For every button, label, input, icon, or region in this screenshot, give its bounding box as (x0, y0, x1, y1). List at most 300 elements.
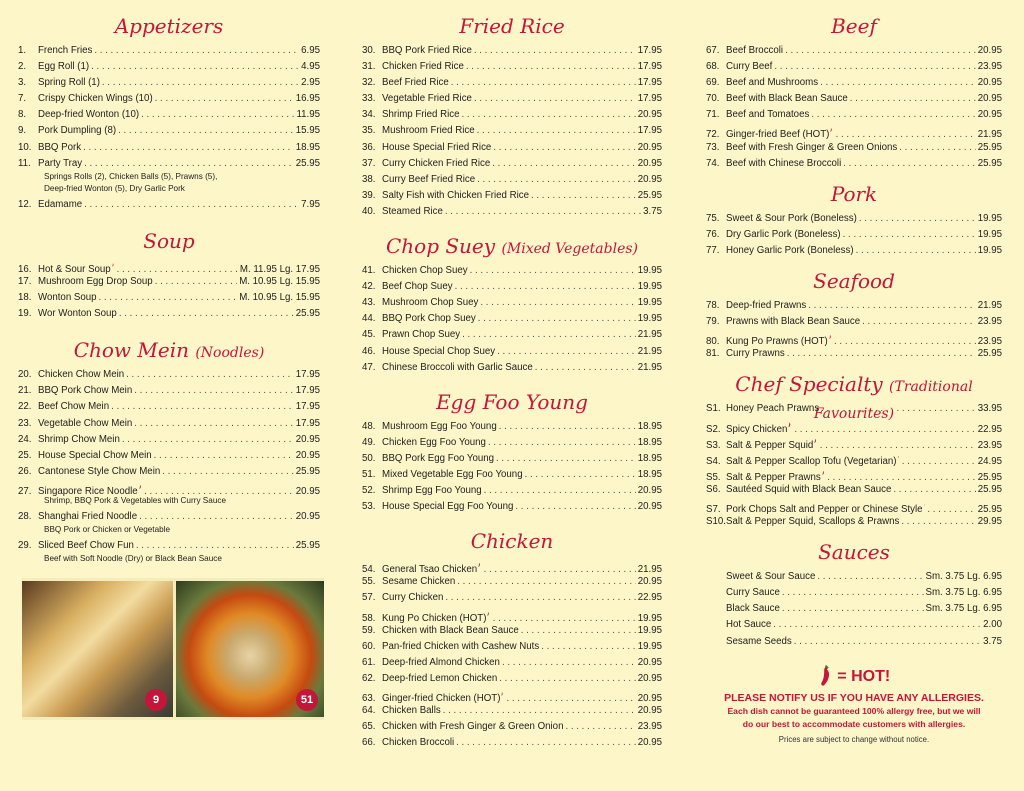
menu-item (18, 432, 320, 448)
dumpling-photo (22, 581, 173, 717)
dot-leader (899, 140, 976, 156)
menu-item (706, 91, 1002, 107)
item-name: House Special Chop Suey (382, 345, 496, 357)
menu-item (706, 211, 1002, 227)
menu-item (18, 448, 320, 464)
item-name: House Special Fried Rice (382, 141, 492, 153)
item-name: Shrimp Chow Mein (38, 433, 120, 445)
menu-item (18, 480, 320, 496)
item-number: 55. (362, 576, 376, 588)
item-name: Prawn Chop Suey (382, 329, 461, 341)
item-number: 17. (18, 275, 32, 287)
item-price: Sm. 3.75 Lg. 6.95 (925, 587, 1002, 599)
menu-item (706, 514, 1002, 530)
item-number: 58. (362, 612, 376, 624)
item-number: 80. (706, 336, 720, 348)
item-name: Pork Chops Salt and Pepper or Chinese Style (726, 503, 923, 515)
item-price: 3.75 (983, 635, 1002, 647)
item-price: 19.95 (977, 244, 1002, 256)
item-number: S2. (706, 423, 721, 435)
item-price: 20.95 (637, 672, 662, 684)
menu-item (18, 367, 320, 383)
menu-item (362, 607, 662, 623)
item-name: Wor Wonton Soup (38, 308, 117, 320)
item-name: Deep-fried Prawns (726, 300, 807, 312)
item-name: Chicken Fried Rice (382, 61, 464, 73)
item-price: 21.95 (977, 300, 1002, 312)
section-title: Soup (143, 228, 195, 253)
dot-leader (820, 75, 976, 91)
item-price: 17.95 (637, 125, 662, 137)
dot-leader (525, 467, 636, 483)
menu-item (18, 383, 320, 399)
chili-pepper-icon (478, 558, 480, 572)
menu-item (362, 467, 662, 483)
dot-leader (787, 346, 976, 362)
item-number: 78. (706, 300, 720, 312)
item-name: Curry Sauce (726, 587, 780, 599)
menu-item (18, 123, 320, 139)
dot-leader (102, 75, 299, 91)
item-name: Ginger-fried Chicken (HOT) (382, 693, 501, 704)
item-number: 20. (18, 369, 32, 381)
dot-leader (134, 416, 294, 432)
dot-leader (470, 263, 636, 279)
item-name: Salt & Pepper Squid (726, 439, 814, 451)
item-price: 19.95 (637, 640, 662, 652)
dot-leader (118, 123, 294, 139)
item-price: M. 10.95 Lg. 15.95 (239, 275, 320, 287)
dot-leader (531, 188, 636, 204)
section-fried-rice (362, 14, 662, 220)
menu-item (362, 558, 662, 574)
item-number: 33. (362, 93, 376, 105)
item-number: 46. (362, 345, 376, 357)
menu-item (362, 204, 662, 220)
menu-item (362, 655, 662, 671)
item-number: 1. (18, 45, 27, 56)
item-number: 74. (706, 157, 720, 169)
item-number: 29. (18, 540, 32, 552)
item-price: M. 11.95 Lg. 17.95 (239, 263, 320, 275)
item-name: Pork Dumpling (8) (38, 125, 117, 137)
dot-leader (91, 59, 299, 75)
dot-leader (126, 367, 294, 383)
item-name: Beef and Tomatoes (726, 109, 810, 121)
item-price: 33.95 (977, 403, 1002, 415)
dot-leader (893, 482, 975, 498)
item-name: Curry Beef (726, 61, 773, 73)
item-price: 20.95 (637, 157, 662, 169)
item-name: Vegetable Chow Mein (38, 417, 133, 429)
chili-pepper-icon (112, 258, 114, 272)
section-title: Seafood (813, 269, 895, 294)
item-price: 25.95 (977, 348, 1002, 360)
menu-item (362, 671, 662, 687)
item-name: Mushroom Fried Rice (382, 125, 475, 137)
item-price: 25.95 (295, 540, 320, 552)
menu-item (18, 107, 320, 123)
dot-leader (502, 655, 636, 671)
item-note: Springs Rolls (2), Chicken Balls (5), Prawns (5), (44, 171, 218, 181)
item-name: Singapore Rice Noodle (38, 485, 138, 497)
item-name: Prawns with Black Bean Sauce (726, 316, 861, 328)
dot-leader (462, 107, 636, 123)
menu-column-3 (706, 14, 1002, 785)
menu-item (706, 585, 1002, 601)
item-name: Vegetable Fried Rice (382, 93, 472, 105)
item-price: 25.95 (977, 157, 1002, 169)
chili-pepper-icon (814, 434, 817, 448)
item-name: Salt & Pepper Scallop Tofu (Vegetarian) (726, 455, 897, 467)
dot-leader (515, 499, 635, 515)
dot-leader (477, 123, 636, 139)
item-name: Salty Fish with Chicken Fried Rice (382, 189, 529, 201)
item-name: Beef and Mushrooms (726, 77, 819, 89)
menu-item (362, 344, 662, 360)
dot-leader (497, 344, 636, 360)
section-egg-foo-young (362, 390, 662, 516)
item-name: Chicken Egg Foo Young (382, 436, 486, 448)
dot-leader (785, 43, 976, 59)
menu-item (706, 482, 1002, 498)
dot-leader (154, 448, 294, 464)
menu-item (706, 498, 1002, 514)
price-note: Prices are subject to change without notice. (778, 734, 930, 744)
item-name: Cantonese Style Chow Mein (38, 465, 161, 477)
item-number: 68. (706, 61, 720, 73)
item-price: 20.95 (295, 433, 320, 445)
item-number: 70. (706, 93, 720, 105)
menu-item (706, 569, 1002, 585)
item-price: 23.95 (977, 336, 1002, 348)
section-title: Chicken (470, 529, 554, 554)
item-name: Sesame Chicken (382, 576, 456, 588)
item-name: Sweet & Sour Sauce (726, 571, 816, 583)
menu-item (362, 91, 662, 107)
dot-leader (119, 306, 294, 322)
menu-item (706, 227, 1002, 243)
allergy-footer (706, 664, 1002, 744)
item-price: 19.95 (637, 297, 662, 309)
item-number: S5. (706, 471, 721, 483)
item-number: 64. (362, 705, 376, 717)
item-price: 17.95 (637, 61, 662, 73)
item-name: Edamame (38, 198, 83, 210)
item-number: 65. (362, 721, 376, 733)
hot-label: = HOT! (837, 667, 891, 685)
item-number: 25. (18, 449, 32, 461)
item-name: BBQ Pork Chow Mein (38, 385, 133, 397)
item-price: 25.95 (295, 157, 320, 169)
item-number: S4. (706, 455, 721, 467)
item-price: 17.95 (295, 401, 320, 413)
menu-item (362, 156, 662, 172)
dot-leader (541, 639, 636, 655)
item-price: M. 10.95 Lg. 15.95 (239, 292, 320, 304)
dot-leader (451, 75, 636, 91)
item-price: 25.95 (295, 465, 320, 477)
item-number: 2. (18, 61, 27, 73)
section-title: Sauces (818, 540, 890, 565)
menu-item (706, 43, 1002, 59)
item-number: 67. (706, 45, 720, 56)
dot-leader (794, 422, 975, 438)
section-sauces (706, 540, 1002, 649)
item-name: BBQ Pork Chop Suey (382, 313, 476, 325)
item-number: 30. (362, 45, 376, 56)
item-price: 6.95 (301, 45, 320, 56)
item-name: Beef with Chinese Broccoli (726, 157, 842, 169)
item-name: Sautéed Squid with Black Bean Sauce (726, 483, 892, 495)
item-name: Chicken with Fresh Ginger & Green Onion (382, 721, 564, 733)
menu-item (706, 123, 1002, 139)
section-subtitle: (Traditional Favourites) (813, 379, 973, 423)
section-title: Chow Mein (Noodles) (73, 338, 265, 363)
item-number: 19. (18, 308, 32, 320)
dot-leader (445, 204, 641, 220)
item-number: 18. (18, 292, 32, 304)
item-name: Ginger-fried Beef (HOT) (726, 129, 830, 141)
dot-leader (480, 295, 635, 311)
honey-peach-prawns-photo (176, 581, 324, 717)
dot-leader (141, 107, 294, 123)
menu-column-2 (362, 14, 662, 785)
dot-leader (111, 399, 294, 415)
item-number: 41. (362, 265, 376, 277)
item-price: 17.95 (637, 77, 662, 89)
item-price: 19.95 (637, 265, 662, 277)
item-number: 49. (362, 436, 376, 448)
menu-item (18, 290, 320, 306)
menu-item (706, 617, 1002, 633)
item-price: 17.95 (295, 385, 320, 397)
item-name: Beef Broccoli (726, 45, 784, 56)
dot-leader (488, 435, 636, 451)
dot-leader (859, 211, 976, 227)
item-number: S6. (706, 483, 721, 495)
menu-item (362, 483, 662, 499)
item-number: 47. (362, 361, 376, 373)
item-name: Chicken Chop Suey (382, 265, 468, 277)
item-number: 36. (362, 141, 376, 153)
item-name: Spring Roll (1) (38, 77, 100, 89)
dot-leader (794, 634, 981, 650)
dot-leader (83, 140, 294, 156)
section-chop-suey (362, 234, 662, 376)
item-number: 69. (706, 77, 720, 89)
menu-item (18, 197, 320, 213)
dot-leader (84, 156, 294, 172)
dot-leader (456, 735, 636, 751)
item-number: 79. (706, 316, 720, 328)
item-name: BBQ Pork Egg Foo Young (382, 452, 495, 464)
menu-item (706, 75, 1002, 91)
item-name: Mixed Vegetable Egg Foo Young (382, 468, 523, 480)
item-price: 20.95 (637, 576, 662, 588)
item-price: 17.95 (637, 93, 662, 105)
item-number: S3. (706, 439, 721, 451)
item-name: Shanghai Fried Noodle (38, 510, 138, 522)
section-title: Beef (831, 14, 877, 38)
menu-item (18, 399, 320, 415)
item-number: S1. (706, 403, 721, 415)
item-price: 20.95 (637, 109, 662, 121)
item-price: 25.95 (977, 141, 1002, 153)
section-title: Appetizers (114, 14, 224, 38)
item-number: 39. (362, 189, 376, 201)
dot-leader (122, 432, 294, 448)
item-price: 7.95 (301, 198, 320, 210)
item-price: 20.95 (977, 109, 1002, 121)
item-number: 12. (18, 198, 32, 210)
item-price: 15.95 (295, 125, 320, 137)
item-number: 31. (362, 61, 376, 73)
item-number: 59. (362, 624, 376, 636)
item-name: Shrimp Fried Rice (382, 109, 460, 121)
dot-leader (492, 156, 636, 172)
item-price: 19.95 (977, 228, 1002, 240)
section-chicken (362, 529, 662, 751)
dot-leader (134, 383, 294, 399)
item-number: 51. (362, 468, 376, 480)
menu-item (362, 451, 662, 467)
item-name: Chicken Broccoli (382, 737, 455, 749)
item-number: 66. (362, 737, 376, 749)
menu-item (18, 306, 320, 322)
item-price: 20.95 (977, 45, 1002, 56)
menu-item (18, 75, 320, 91)
menu-item (18, 464, 320, 480)
item-name: Chicken with Black Bean Sauce (382, 624, 519, 636)
item-number: 52. (362, 485, 376, 497)
item-name: Sesame Seeds (726, 635, 792, 647)
item-name: Salt & Pepper Prawns (726, 471, 821, 483)
dot-leader (478, 311, 636, 327)
item-name: Curry Beef Fried Rice (382, 173, 476, 185)
chili-pepper-icon (898, 450, 899, 464)
dot-leader (155, 274, 238, 290)
item-price: 18.95 (637, 420, 662, 432)
dot-leader (455, 279, 636, 295)
dot-leader (443, 703, 636, 719)
menu-item (362, 295, 662, 311)
allergy-text: Each dish cannot be guaranteed 100% allergy free, but we will (727, 705, 981, 716)
item-name: Beef Chow Mein (38, 401, 110, 413)
section-chef-specialty (706, 372, 1002, 530)
item-name: House Special Chow Mein (38, 449, 152, 461)
dot-leader (466, 59, 636, 75)
item-note: BBQ Pork or Chicken or Vegetable (44, 525, 171, 535)
item-name: BBQ Pork Fried Rice (382, 45, 472, 56)
dot-leader (817, 569, 923, 585)
menu-item (18, 258, 320, 274)
menu-item (362, 263, 662, 279)
item-number: 16. (18, 263, 32, 275)
item-price: 17.95 (295, 417, 320, 429)
item-name: House Special Egg Foo Young (382, 501, 514, 513)
dot-leader (499, 419, 636, 435)
item-price: 20.95 (977, 77, 1002, 89)
item-name: Honey Garlic Pork (Boneless) (726, 244, 854, 256)
menu-item (18, 59, 320, 75)
menu-item (362, 499, 662, 515)
item-name: Mushroom Egg Drop Soup (38, 275, 153, 287)
chili-pepper-icon (139, 480, 141, 494)
item-name: Party Tray (38, 157, 83, 169)
item-price: 25.95 (977, 503, 1002, 515)
item-number: 7. (18, 93, 27, 105)
item-price: 20.95 (977, 93, 1002, 105)
item-name: Honey Peach Prawns (726, 403, 820, 415)
section-chow-mein (18, 338, 320, 565)
item-price: 21.95 (637, 329, 662, 341)
dot-leader (901, 514, 975, 530)
chili-pepper-icon (501, 687, 503, 701)
item-number: 54. (362, 564, 376, 576)
item-number: 53. (362, 501, 376, 513)
chili-pepper-icon (819, 665, 832, 687)
section-subtitle: (Mixed Vegetables) (501, 241, 639, 258)
item-price: 20.95 (295, 485, 320, 497)
item-number: 71. (706, 109, 720, 121)
menu-item (362, 687, 662, 703)
item-name: French Fries (38, 45, 93, 56)
menu-item (362, 360, 662, 376)
dot-leader (484, 483, 636, 499)
menu-item (362, 735, 662, 751)
dot-leader (162, 464, 294, 480)
item-number: 57. (362, 592, 376, 604)
item-number: 45. (362, 329, 376, 341)
section-appetizers (18, 14, 320, 213)
dot-leader (493, 140, 635, 156)
menu-item (706, 243, 1002, 259)
item-note: Shrimp, BBQ Pork & Vegetables with Curry Sauce (44, 495, 227, 505)
dot-leader (84, 197, 299, 213)
dot-leader (139, 509, 294, 525)
item-price: 21.95 (637, 345, 662, 357)
dot-leader (445, 590, 635, 606)
menu-item (18, 43, 320, 59)
item-number: 32. (362, 77, 376, 89)
item-number: 37. (362, 157, 376, 169)
item-price: 20.95 (295, 449, 320, 461)
menu-item (362, 703, 662, 719)
menu-item (362, 43, 662, 59)
item-name: Deep-fried Almond Chicken (382, 656, 500, 668)
item-number: 72. (706, 129, 720, 141)
menu-item (706, 140, 1002, 156)
dot-leader (821, 401, 976, 417)
menu-item (362, 435, 662, 451)
food-photos (22, 578, 324, 720)
item-price: 18.95 (637, 436, 662, 448)
menu-item (706, 330, 1002, 346)
item-name: Hot Sauce (726, 619, 772, 631)
item-number: 43. (362, 297, 376, 309)
item-price: 3.75 (643, 205, 662, 217)
item-price: 21.95 (977, 129, 1002, 141)
item-name: Pan-fried Chicken with Cashew Nuts (382, 640, 540, 652)
item-price: 17.95 (295, 369, 320, 381)
item-price: 2.95 (301, 77, 320, 89)
chili-pepper-icon (788, 418, 791, 432)
menu-item (362, 311, 662, 327)
menu-item (18, 156, 320, 172)
item-price: Sm. 3.75 Lg. 6.95 (925, 571, 1002, 583)
item-price: 20.95 (637, 173, 662, 185)
